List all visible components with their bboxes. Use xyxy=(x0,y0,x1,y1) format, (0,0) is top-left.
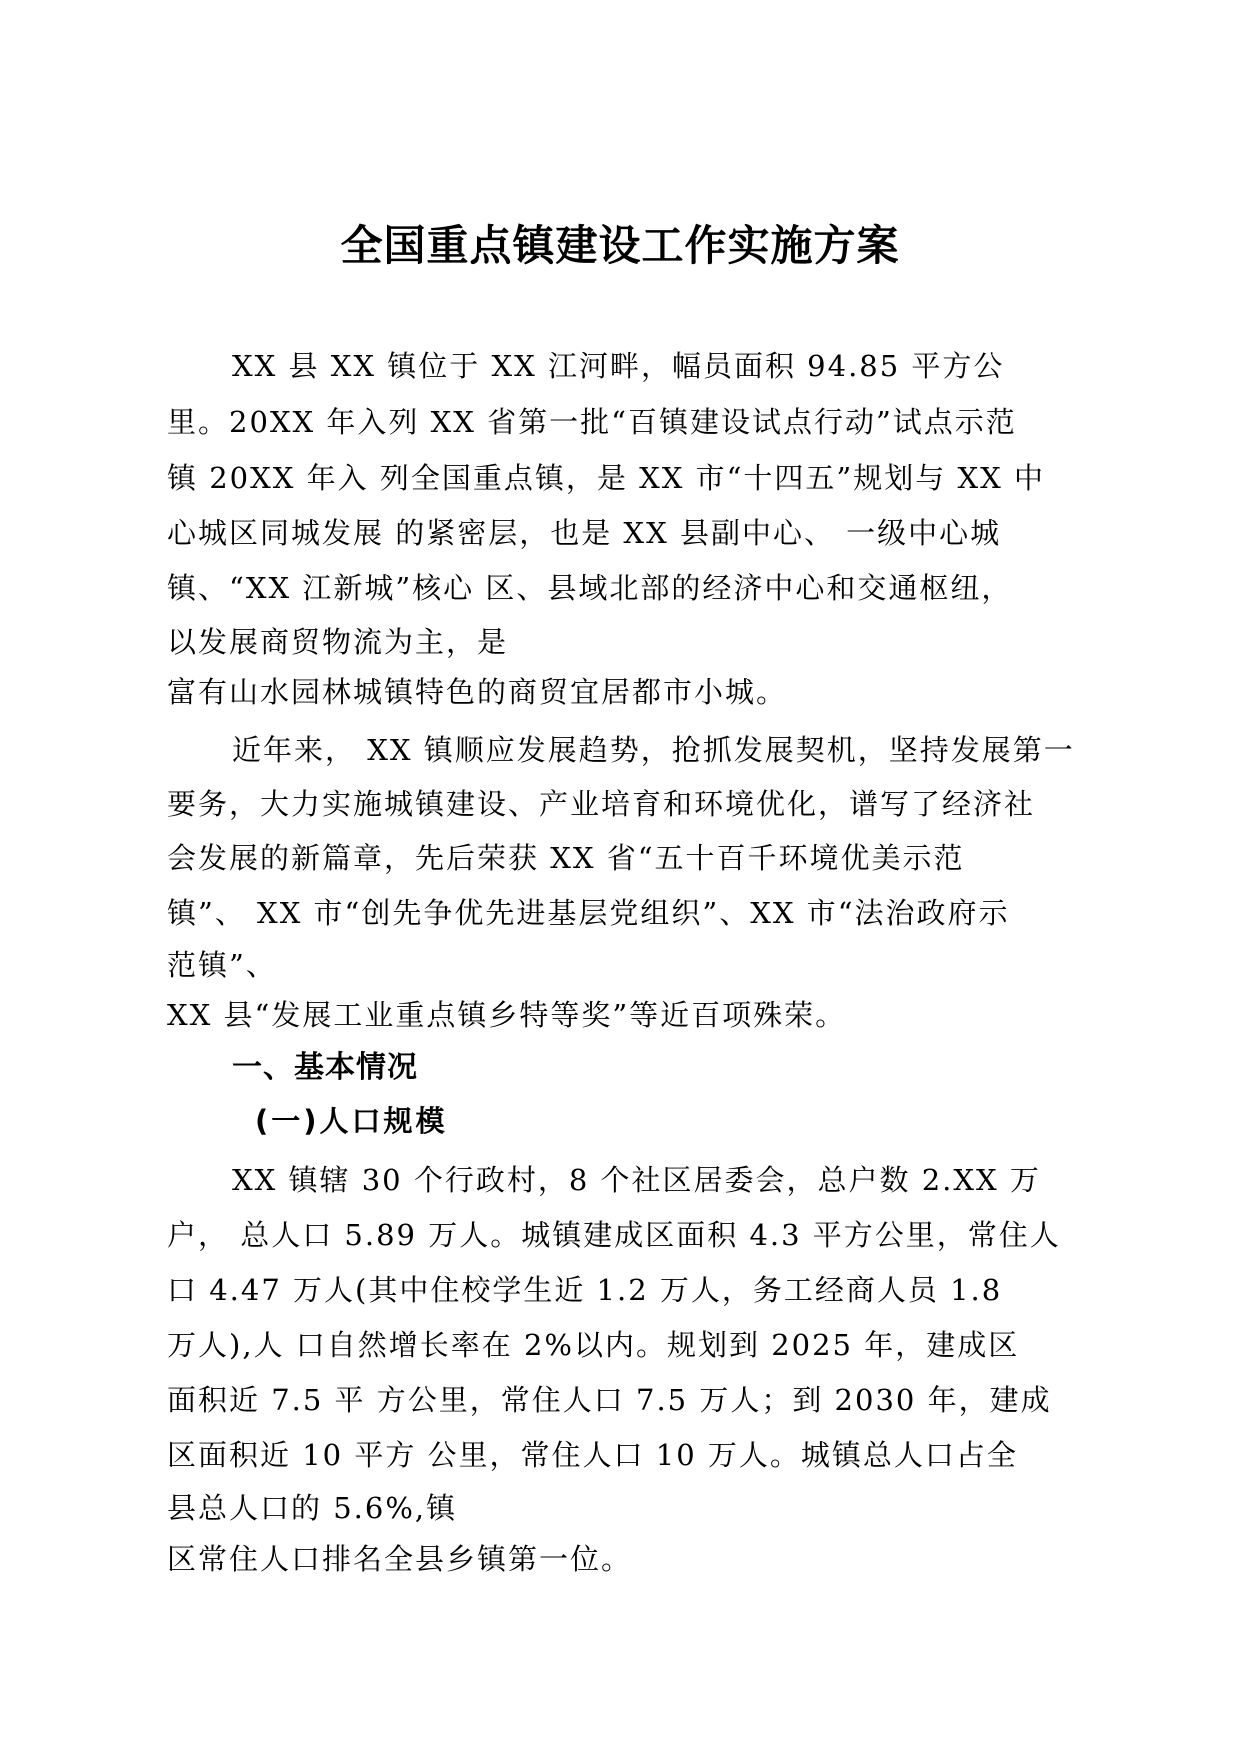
population-line-7: 县总人口的 5.6%,镇 xyxy=(167,1491,458,1525)
population-line-2: 户， 总人口 5.89 万人。城镇建成区面积 4.3 平方公里，常住人 xyxy=(167,1218,1061,1252)
population-line-1: XX 镇辖 30 个行政村，8 个社区居委会，总户数 2.XX 万 xyxy=(232,1163,1041,1197)
intro-line-1: XX 县 XX 镇位于 XX 江河畔，幅员面积 94.85 平方公 xyxy=(232,349,1005,383)
subsection-heading-population: (一)人口规模 xyxy=(255,1104,448,1138)
population-line-8: 区常住人口排名全县乡镇第一位。 xyxy=(167,1542,633,1576)
section-heading-basic-info: 一、基本情况 xyxy=(232,1050,418,1085)
intro-line-6: 以发展商贸物流为主，是 xyxy=(167,625,509,659)
document-title: 全国重点镇建设工作实施方案 xyxy=(340,221,900,270)
achievement-line-2: 要务，大力实施城镇建设、产业培育和环境优化，谱写了经济社 xyxy=(167,787,1036,821)
intro-line-2: 里。20XX 年入列 XX 省第一批“百镇建设试点行动”试点示范 xyxy=(167,405,1017,439)
achievement-line-5: 范镇”、 xyxy=(167,948,277,982)
intro-line-5: 镇、“XX 江新城”核心 区、县域北部的经济中心和交通枢纽， xyxy=(167,571,1013,605)
achievement-line-4: 镇”、 XX 市“创先争优先进基层党组织”、XX 市“法治政府示 xyxy=(167,896,1010,930)
population-line-3: 口 4.47 万人(其中住校学生近 1.2 万人，务工经商人员 1.8 xyxy=(167,1273,1003,1307)
achievement-line-6: XX 县“发展工业重点镇乡特等奖”等近百项殊荣。 xyxy=(167,998,847,1032)
population-line-4: 万人),人 口自然增长率在 2%以内。规划到 2025 年，建成区 xyxy=(167,1328,1020,1362)
population-line-5: 面积近 7.5 平 方公里，常住人口 7.5 万人；到 2030 年，建成 xyxy=(167,1383,1052,1417)
intro-line-4: 心城区同城发展 的紧密层，也是 XX 县副中心、 一级中心城 xyxy=(167,516,1002,550)
achievement-line-1: 近年来， XX 镇顺应发展趋势，抢抓发展契机，坚持发展第一 xyxy=(232,733,1075,767)
population-line-6: 区面积近 10 平方 公里，常住人口 10 万人。城镇总人口占全 xyxy=(167,1438,1018,1472)
achievement-line-3: 会发展的新篇章，先后荣获 XX 省“五十百千环境优美示范 xyxy=(167,841,965,875)
intro-line-7: 富有山水园林城镇特色的商贸宜居都市小城。 xyxy=(167,675,788,709)
intro-line-3: 镇 20XX 年入 列全国重点镇，是 XX 市“十四五”规划与 XX 中 xyxy=(167,461,1045,495)
